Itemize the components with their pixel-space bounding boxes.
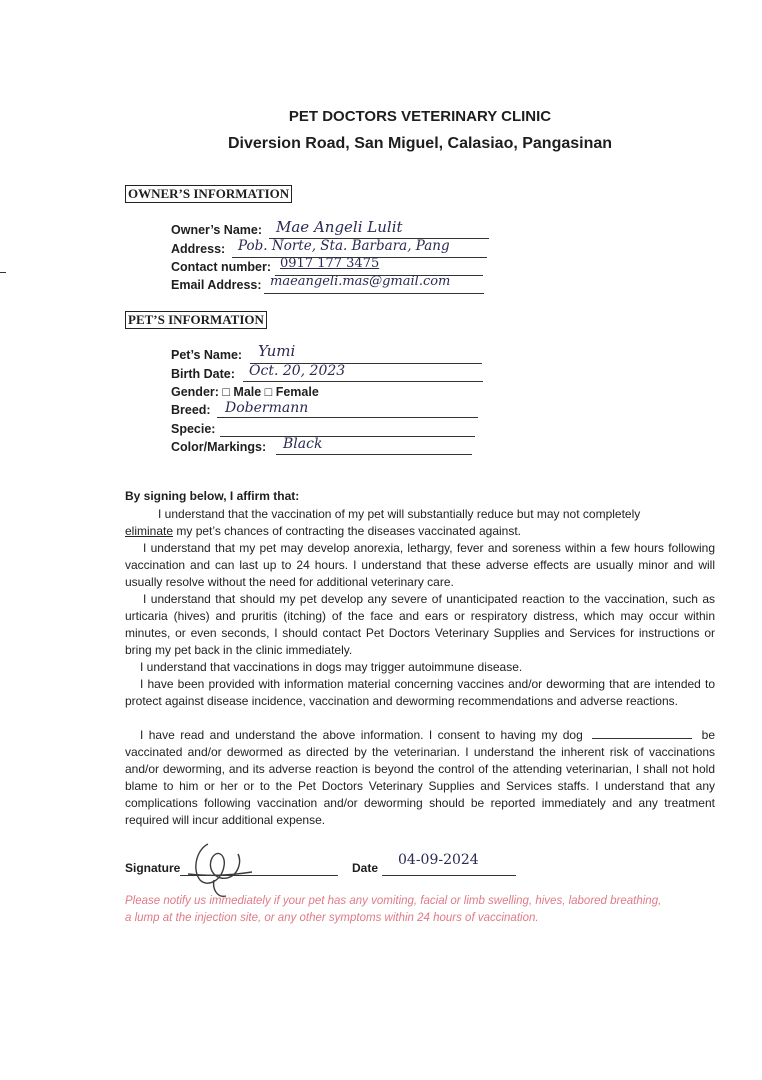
affirm-paragraph-5: I have been provided with information material concerning vaccines and/or deworming that are intended to protect against disease incidence, vaccination and deworming recommendations and adverse reactions. [125, 677, 715, 708]
specie-line [220, 436, 475, 437]
birth-date-value: Oct. 20, 2023 [249, 363, 346, 379]
affirm-p6-rest: be vaccinated and/or dewormed as directed by the veterinarian. I understand the inherent risk of vaccinations and/or deworming, and its adverse reaction is beyond the control of the attending veterinarian, I shall not hold blame to him or her or to the Pet Doctors Veterinary Supplies and Services staffs. I understand that any complications following vaccination and/or deworming should be reported immediately and any treatment required will incur additional expense. [125, 728, 716, 827]
specie-label: Specie: [171, 422, 216, 436]
affirm-paragraph-2: I understand that my pet may develop anorexia, lethargy, fever and soreness within a few hours following vaccination and can last up to 24 hours. I understand that these adverse effects are usually minor and will usually resolve without the need for additional veterinary care. [125, 541, 715, 589]
affirm-paragraph-4: I understand that vaccinations in dogs may trigger autoimmune disease. [140, 660, 523, 674]
affirm-heading: By signing below, I affirm that: [125, 489, 300, 503]
eliminate-emphasis: eliminate [125, 524, 174, 538]
breed-line [217, 417, 478, 418]
email-label: Email Address: [171, 278, 262, 292]
pet-section-title: PET’S INFORMATION [125, 311, 267, 329]
color-markings-value: Black [283, 436, 323, 452]
owner-address-value: Pob. Norte, Sta. Barbara, Pang [238, 238, 450, 254]
affirm-p1-line2 [125, 523, 715, 540]
email-line [264, 293, 484, 294]
breed-value: Dobermann [225, 400, 309, 416]
affirm-paragraph-6 [125, 727, 715, 829]
color-markings-label: Color/Markings: [171, 440, 267, 454]
clinic-name: PET DOCTORS VETERINARY CLINIC [288, 108, 552, 125]
contact-number-value: 0917 177 3475 [280, 256, 380, 271]
birth-date-label: Birth Date: [171, 367, 235, 381]
date-label: Date [352, 861, 379, 875]
date-line [382, 875, 516, 876]
affirm-p1-line1: I understand that the vaccination of my pet will substantially reduce but may not completely [158, 507, 641, 521]
scan-mark [0, 272, 6, 273]
date-value: 04-09-2024 [398, 852, 479, 868]
contact-number-label: Contact number: [171, 260, 271, 274]
clinic-address: Diversion Road, San Miguel, Calasiao, Pangasinan [227, 135, 613, 152]
email-value: maeangeli.mas@gmail.com [270, 274, 451, 289]
owner-name-label: Owner’s Name: [171, 223, 263, 237]
signature-label: Signature [125, 861, 181, 875]
birth-date-line [243, 381, 483, 382]
dog-name-blank [592, 728, 692, 739]
affirm-paragraph-1 [125, 506, 715, 540]
pet-name-value: Yumi [258, 342, 296, 360]
pet-name-label: Pet’s Name: [171, 348, 243, 362]
owner-section-title: OWNER’S INFORMATION [125, 185, 292, 203]
gender-label: Gender: □ Male □ Female [171, 385, 319, 399]
breed-label: Breed: [171, 403, 211, 417]
owner-address-label: Address: [171, 242, 226, 256]
affirm-p1-rest: my pet’s chances of contracting the diseases vaccinated against. [173, 524, 522, 538]
vaccination-notice: Please notify us immediately if your pet has any vomiting, facial or limb swelling, hives, labored breathing, a lump at the injection site, or any other symptoms within 24 hours of vaccination. [125, 895, 662, 924]
owner-name-value: Mae Angeli Lulit [276, 218, 403, 236]
affirm-paragraph-3: I understand that should my pet develop any severe of unanticipated reaction to the vaccination, such as urticaria (hives) and pruritis (itching) of the face and ears or respiratory distress, which may occur within minutes, or even seconds, I should contact Pet Doctors Veterinary Supplies and Services for instructions or bring my pet back in the clinic immediately. [125, 592, 715, 657]
affirm-p6-start: I have read and understand the above information. I consent to having my dog [140, 728, 583, 742]
color-markings-line [276, 454, 472, 455]
